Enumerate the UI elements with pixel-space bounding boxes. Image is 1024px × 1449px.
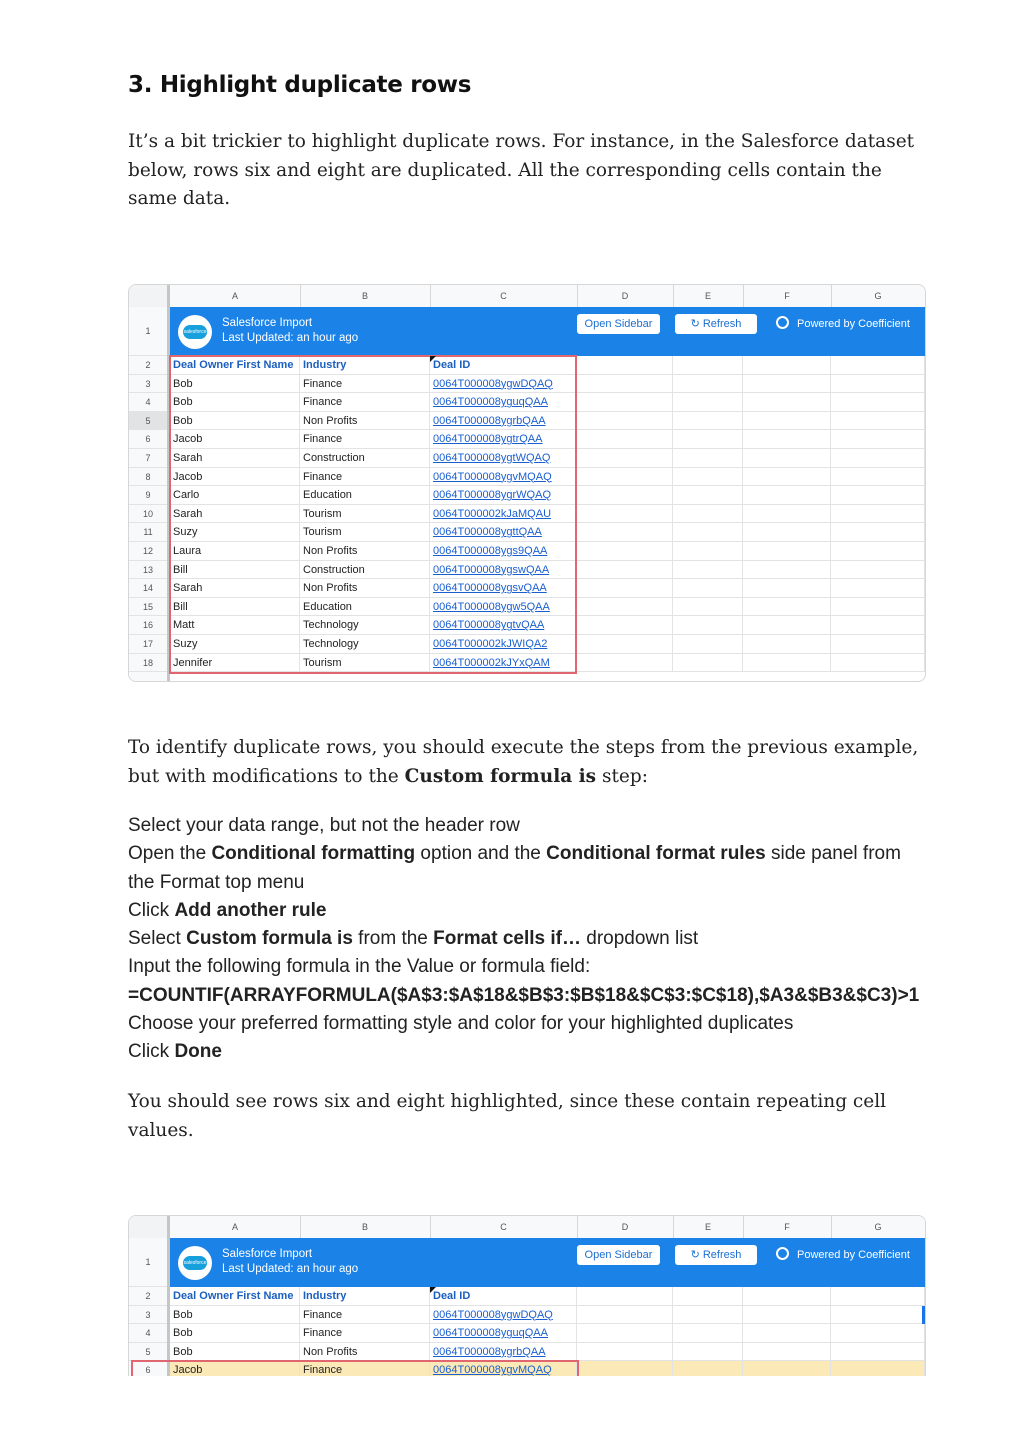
- empty-cell[interactable]: [743, 1287, 831, 1306]
- table-cell: Bob: [170, 375, 300, 394]
- table-row: [170, 1324, 925, 1343]
- open-sidebar-button[interactable]: Open Sidebar: [577, 1245, 660, 1265]
- step-1: Select your data range, but not the header row: [128, 815, 520, 836]
- table-cell[interactable]: 0064T000008ygttQAA: [430, 523, 577, 542]
- step-8-text: Click: [128, 1041, 175, 1063]
- empty-cell[interactable]: [743, 635, 831, 654]
- empty-cell[interactable]: [577, 579, 673, 598]
- table-row: [170, 561, 925, 580]
- header-row: [170, 356, 925, 375]
- table-cell[interactable]: 0064T000008ygrbQAA: [430, 412, 577, 431]
- empty-cell[interactable]: [743, 542, 831, 561]
- table-row: [170, 505, 925, 524]
- row-number[interactable]: 10: [129, 505, 167, 524]
- empty-cell[interactable]: [831, 542, 925, 561]
- table-row: [170, 1306, 925, 1325]
- empty-cell[interactable]: [673, 393, 743, 412]
- active-cell-marker: [922, 1306, 925, 1324]
- empty-cell[interactable]: [577, 449, 673, 468]
- column-header-f[interactable]: F: [743, 285, 832, 307]
- salesforce-logo-icon: [178, 1246, 212, 1280]
- empty-cell[interactable]: [831, 1343, 925, 1362]
- row-number[interactable]: 1: [129, 1238, 167, 1287]
- empty-cell[interactable]: [577, 468, 673, 487]
- column-header-c[interactable]: C: [430, 1216, 578, 1238]
- table-cell: Jacob: [170, 430, 300, 449]
- empty-cell[interactable]: [673, 486, 743, 505]
- empty-cell[interactable]: [577, 635, 673, 654]
- row-number[interactable]: 5: [129, 412, 167, 431]
- empty-cell[interactable]: [673, 468, 743, 487]
- empty-cell[interactable]: [743, 1361, 831, 1376]
- column-header-a[interactable]: A: [170, 285, 301, 307]
- table-cell[interactable]: 0064T000008ygrbQAA: [430, 1343, 577, 1362]
- row-number[interactable]: 17: [129, 635, 167, 654]
- table-cell: Non Profits: [300, 1343, 430, 1362]
- empty-cell[interactable]: [673, 1306, 743, 1325]
- empty-cell[interactable]: [831, 635, 925, 654]
- table-cell[interactable]: 0064T000008yguqQAA: [430, 1324, 577, 1343]
- empty-cell[interactable]: [577, 1324, 673, 1343]
- steps-list: [128, 812, 1024, 1067]
- salesforce-cloud-icon: salesforce: [183, 325, 207, 339]
- empty-cell[interactable]: [743, 393, 831, 412]
- powered-by-label: Powered by Coefficient: [797, 318, 910, 330]
- empty-cell[interactable]: [831, 505, 925, 524]
- table-cell[interactable]: 0064T000008ygwDQAQ: [430, 1306, 577, 1325]
- table-cell[interactable]: 0064T000008ygsvQAA: [430, 579, 577, 598]
- table-row: [170, 1343, 925, 1362]
- table-row: [170, 486, 925, 505]
- empty-cell[interactable]: [577, 1361, 673, 1376]
- table-cell: Sarah: [170, 579, 300, 598]
- step-3-text: Click: [128, 899, 175, 921]
- table-cell[interactable]: 0064T000002kJaMQAU: [430, 505, 577, 524]
- table-cell: Sarah: [170, 505, 300, 524]
- table-cell: Construction: [300, 449, 430, 468]
- empty-cell[interactable]: [831, 598, 925, 617]
- column-title-cell: Industry: [300, 356, 430, 375]
- column-header-d[interactable]: D: [577, 285, 674, 307]
- empty-cell[interactable]: [577, 616, 673, 635]
- column-header-g[interactable]: G: [831, 1216, 926, 1238]
- table-cell: Bob: [170, 1324, 300, 1343]
- intro-paragraph: It’s a bit trickier to highlight duplicate rows. For instance, in the Salesforce dataset below, rows six and eight are duplicated. All the corresponding cells contain the same data.: [128, 131, 915, 209]
- column-header-bar: [129, 285, 925, 308]
- empty-cell[interactable]: [743, 1343, 831, 1362]
- table-cell: Non Profits: [300, 542, 430, 561]
- empty-cell[interactable]: [831, 375, 925, 394]
- table-cell: Tourism: [300, 654, 430, 673]
- table-cell[interactable]: 0064T000008ygtvQAA: [430, 616, 577, 635]
- empty-cell[interactable]: [673, 542, 743, 561]
- open-sidebar-button[interactable]: Open Sidebar: [577, 314, 660, 334]
- table-cell: Bob: [170, 412, 300, 431]
- empty-cell[interactable]: [831, 1306, 925, 1325]
- table-cell[interactable]: 0064T000008yguqQAA: [430, 393, 577, 412]
- row-number[interactable]: 11: [129, 523, 167, 542]
- step-8: [128, 1038, 1024, 1066]
- step-4-text-c: dropdown list: [580, 928, 699, 950]
- table-cell: Non Profits: [300, 579, 430, 598]
- select-all-corner[interactable]: [129, 1216, 170, 1238]
- empty-cell[interactable]: [743, 1306, 831, 1325]
- powered-by-coefficient[interactable]: [776, 314, 910, 334]
- header-row: [170, 1287, 925, 1306]
- table-cell[interactable]: 0064T000008ygtWQAQ: [430, 449, 577, 468]
- empty-cell[interactable]: [743, 523, 831, 542]
- step-3: [128, 897, 1024, 925]
- table-cell: Technology: [300, 635, 430, 654]
- table-cell[interactable]: 0064T000008ygvMQAQ: [430, 1361, 577, 1376]
- table-row: [170, 393, 925, 412]
- coefficient-logo-icon: [776, 1247, 789, 1260]
- empty-cell[interactable]: [673, 449, 743, 468]
- row-header-bar: [129, 307, 170, 681]
- empty-cell[interactable]: [743, 561, 831, 580]
- column-title-cell: Deal Owner First Name: [170, 356, 300, 375]
- table-cell: Construction: [300, 561, 430, 580]
- table-cell[interactable]: 0064T000008ygwDQAQ: [430, 375, 577, 394]
- instructions-bold: Custom formula is: [404, 765, 597, 787]
- row-number[interactable]: 3: [129, 375, 167, 394]
- table-cell: Suzy: [170, 635, 300, 654]
- step-8-bold: Done: [174, 1041, 222, 1063]
- empty-cell[interactable]: [831, 1324, 925, 1343]
- table-cell: Sarah: [170, 449, 300, 468]
- step-2: [128, 840, 918, 897]
- table-cell: Finance: [300, 430, 430, 449]
- empty-cell[interactable]: [673, 505, 743, 524]
- table-cell[interactable]: 0064T000008ygrWQAQ: [430, 486, 577, 505]
- column-header-e[interactable]: E: [673, 1216, 744, 1238]
- row-number[interactable]: 8: [129, 468, 167, 487]
- empty-cell[interactable]: [673, 598, 743, 617]
- empty-cell[interactable]: [831, 654, 925, 673]
- empty-cell[interactable]: [673, 356, 743, 375]
- instructions-paragraph: [128, 734, 928, 791]
- empty-cell[interactable]: [577, 523, 673, 542]
- empty-cell[interactable]: [831, 523, 925, 542]
- table-row: [170, 598, 925, 617]
- table-cell: Finance: [300, 375, 430, 394]
- refresh-button[interactable]: ↻ Refresh: [675, 1245, 757, 1265]
- step-formula: =COUNTIF(ARRAYFORMULA($A$3:$A$18&$B$3:$B$18&$C$3:$C$18),$A3&$B3&$C3)>1: [128, 984, 920, 1006]
- table-cell: Bob: [170, 1343, 300, 1362]
- table-cell: Suzy: [170, 523, 300, 542]
- row-number[interactable]: 9: [129, 486, 167, 505]
- instructions-text: To identify duplicate rows, you should execute the steps from the previous example, but with modifications to the: [128, 737, 919, 787]
- step-2-text-b: option and the: [415, 843, 547, 865]
- empty-cell[interactable]: [673, 430, 743, 449]
- empty-cell[interactable]: [577, 375, 673, 394]
- empty-cell[interactable]: [673, 579, 743, 598]
- table-row: [170, 654, 925, 673]
- row-number[interactable]: 5: [129, 1343, 167, 1362]
- empty-cell[interactable]: [673, 1287, 743, 1306]
- row-number[interactable]: 6: [129, 1361, 167, 1376]
- empty-cell[interactable]: [743, 579, 831, 598]
- table-cell: Technology: [300, 616, 430, 635]
- empty-cell[interactable]: [673, 654, 743, 673]
- table-cell: Bill: [170, 598, 300, 617]
- table-row: [170, 430, 925, 449]
- table-row: [170, 635, 925, 654]
- table-cell: Jennifer: [170, 654, 300, 673]
- banner-last-updated: Last Updated: an hour ago: [222, 1263, 359, 1275]
- empty-cell[interactable]: [673, 561, 743, 580]
- row-number[interactable]: 15: [129, 598, 167, 617]
- empty-cell[interactable]: [673, 635, 743, 654]
- empty-cell[interactable]: [743, 598, 831, 617]
- column-header-b[interactable]: B: [300, 1216, 431, 1238]
- empty-cell[interactable]: [743, 449, 831, 468]
- column-title-cell: Industry: [300, 1287, 430, 1306]
- row-number[interactable]: 2: [129, 356, 167, 375]
- empty-cell[interactable]: [577, 1287, 673, 1306]
- empty-cell[interactable]: [577, 505, 673, 524]
- empty-cell[interactable]: [743, 430, 831, 449]
- empty-cell[interactable]: [743, 468, 831, 487]
- table-cell: Education: [300, 598, 430, 617]
- column-title-cell: Deal ID: [430, 1287, 577, 1306]
- empty-cell[interactable]: [577, 393, 673, 412]
- banner-last-updated: Last Updated: an hour ago: [222, 332, 359, 344]
- step-5: Input the following formula in the Value or formula field:: [128, 956, 591, 978]
- column-header-bar: [129, 1216, 925, 1239]
- table-cell: Laura: [170, 542, 300, 561]
- empty-cell[interactable]: [673, 616, 743, 635]
- table-cell: Carlo: [170, 486, 300, 505]
- empty-cell[interactable]: [831, 616, 925, 635]
- empty-cell[interactable]: [831, 430, 925, 449]
- empty-cell[interactable]: [577, 356, 673, 375]
- step-4-bold-b: Format cells if…: [433, 928, 581, 950]
- table-cell: Non Profits: [300, 412, 430, 431]
- empty-cell[interactable]: [831, 561, 925, 580]
- table-row: [170, 616, 925, 635]
- empty-cell[interactable]: [743, 505, 831, 524]
- empty-cell[interactable]: [673, 375, 743, 394]
- step-4-bold-a: Custom formula is: [186, 928, 353, 950]
- table-row: [170, 412, 925, 431]
- table-row: [170, 468, 925, 487]
- coefficient-banner: [170, 307, 925, 356]
- empty-cell[interactable]: [577, 486, 673, 505]
- note-indicator-icon: [430, 356, 436, 362]
- step-7: Choose your preferred formatting style and color for your highlighted duplicates: [128, 1013, 794, 1035]
- empty-cell[interactable]: [673, 1361, 743, 1376]
- select-all-corner[interactable]: [129, 285, 170, 307]
- table-row: [170, 579, 925, 598]
- step-2-bold-a: Conditional formatting: [211, 843, 416, 865]
- empty-cell[interactable]: [831, 356, 925, 375]
- note-indicator-icon: [430, 1287, 436, 1293]
- table-cell: Bob: [170, 393, 300, 412]
- banner-title: Salesforce Import: [222, 1248, 313, 1260]
- table-cell: Jacob: [170, 1361, 300, 1376]
- row-number[interactable]: 18: [129, 654, 167, 673]
- column-title-cell: Deal Owner First Name: [170, 1287, 300, 1306]
- empty-cell[interactable]: [577, 542, 673, 561]
- empty-cell[interactable]: [831, 1287, 925, 1306]
- column-header-a[interactable]: A: [170, 1216, 301, 1238]
- table-cell: Bob: [170, 1306, 300, 1325]
- column-title-cell: Deal ID: [430, 356, 577, 375]
- empty-cell[interactable]: [577, 561, 673, 580]
- step-2-text-a: Open the: [128, 843, 212, 865]
- step-4-text-b: from the: [352, 928, 434, 950]
- table-cell[interactable]: 0064T000008ygswQAA: [430, 561, 577, 580]
- row-number[interactable]: 1: [129, 307, 167, 356]
- table-row: [170, 449, 925, 468]
- empty-cell[interactable]: [831, 486, 925, 505]
- empty-cell[interactable]: [673, 1343, 743, 1362]
- column-header-e[interactable]: E: [673, 285, 744, 307]
- table-cell: Tourism: [300, 523, 430, 542]
- table-cell: Education: [300, 486, 430, 505]
- row-number[interactable]: 13: [129, 561, 167, 580]
- table-cell: Tourism: [300, 505, 430, 524]
- table-cell[interactable]: 0064T000008ygvMQAQ: [430, 468, 577, 487]
- empty-cell[interactable]: [743, 356, 831, 375]
- empty-cell[interactable]: [743, 654, 831, 673]
- row-number[interactable]: 14: [129, 579, 167, 598]
- spreadsheet-screenshot-1: [128, 284, 926, 682]
- empty-cell[interactable]: [673, 523, 743, 542]
- instructions-text-end: step:: [596, 765, 648, 787]
- table-row: [170, 523, 925, 542]
- salesforce-logo-icon: [178, 315, 212, 349]
- row-number[interactable]: 16: [129, 616, 167, 635]
- table-cell: Finance: [300, 1361, 430, 1376]
- table-cell: Jacob: [170, 468, 300, 487]
- empty-cell[interactable]: [743, 375, 831, 394]
- table-row: [170, 1361, 925, 1376]
- table-cell[interactable]: 0064T000002kJYxQAM: [430, 654, 577, 673]
- section-heading: 3. Highlight duplicate rows: [128, 72, 472, 98]
- spreadsheet-screenshot-2: [128, 1215, 926, 1376]
- table-cell[interactable]: 0064T000002kJWIQA2: [430, 635, 577, 654]
- table-row: [170, 375, 925, 394]
- row-number[interactable]: 2: [129, 1287, 167, 1306]
- empty-cell[interactable]: [743, 1324, 831, 1343]
- row-number[interactable]: 7: [129, 449, 167, 468]
- powered-by-label: Powered by Coefficient: [797, 1249, 910, 1261]
- step-4: [128, 925, 1024, 953]
- empty-cell[interactable]: [743, 486, 831, 505]
- column-header-c[interactable]: C: [430, 285, 578, 307]
- empty-cell[interactable]: [577, 412, 673, 431]
- empty-cell[interactable]: [577, 654, 673, 673]
- empty-cell[interactable]: [577, 1343, 673, 1362]
- row-number[interactable]: 3: [129, 1306, 167, 1325]
- empty-cell[interactable]: [831, 393, 925, 412]
- empty-cell[interactable]: [831, 449, 925, 468]
- table-cell: Finance: [300, 1306, 430, 1325]
- salesforce-cloud-icon: salesforce: [183, 1256, 207, 1270]
- step-3-bold: Add another rule: [174, 899, 327, 921]
- outro-paragraph: You should see rows six and eight highlighted, since these contain repeating cell values.: [128, 1091, 887, 1141]
- empty-cell[interactable]: [577, 598, 673, 617]
- row-number[interactable]: 4: [129, 1324, 167, 1343]
- empty-cell[interactable]: [673, 412, 743, 431]
- column-header-f[interactable]: F: [743, 1216, 832, 1238]
- banner-title: Salesforce Import: [222, 317, 313, 329]
- empty-cell[interactable]: [831, 412, 925, 431]
- row-number[interactable]: 6: [129, 430, 167, 449]
- table-cell[interactable]: 0064T000008ygw5QAA: [430, 598, 577, 617]
- refresh-button[interactable]: ↻ Refresh: [675, 314, 757, 334]
- table-cell: Matt: [170, 616, 300, 635]
- row-number[interactable]: 4: [129, 393, 167, 412]
- empty-cell[interactable]: [831, 468, 925, 487]
- empty-cell[interactable]: [743, 616, 831, 635]
- column-header-d[interactable]: D: [577, 1216, 674, 1238]
- column-header-g[interactable]: G: [831, 285, 926, 307]
- empty-cell[interactable]: [743, 412, 831, 431]
- empty-cell[interactable]: [673, 1324, 743, 1343]
- table-cell: Bill: [170, 561, 300, 580]
- table-cell: Finance: [300, 393, 430, 412]
- powered-by-coefficient[interactable]: [776, 1245, 910, 1265]
- step-2-text-c: side panel from the Format top menu: [128, 843, 901, 893]
- table-cell: Finance: [300, 468, 430, 487]
- empty-cell[interactable]: [577, 430, 673, 449]
- empty-cell[interactable]: [577, 1306, 673, 1325]
- table-cell[interactable]: 0064T000008ygs9QAA: [430, 542, 577, 561]
- coefficient-logo-icon: [776, 316, 789, 329]
- empty-cell[interactable]: [831, 1361, 925, 1376]
- step-2-bold-b: Conditional format rules: [546, 843, 766, 865]
- table-cell: Finance: [300, 1324, 430, 1343]
- step-4-text-a: Select: [128, 928, 187, 950]
- empty-cell[interactable]: [831, 579, 925, 598]
- row-header-bar: [129, 1238, 170, 1376]
- row-number[interactable]: 12: [129, 542, 167, 561]
- table-row: [170, 542, 925, 561]
- table-cell[interactable]: 0064T000008ygtrQAA: [430, 430, 577, 449]
- column-header-b[interactable]: B: [300, 285, 431, 307]
- coefficient-banner: [170, 1238, 925, 1287]
